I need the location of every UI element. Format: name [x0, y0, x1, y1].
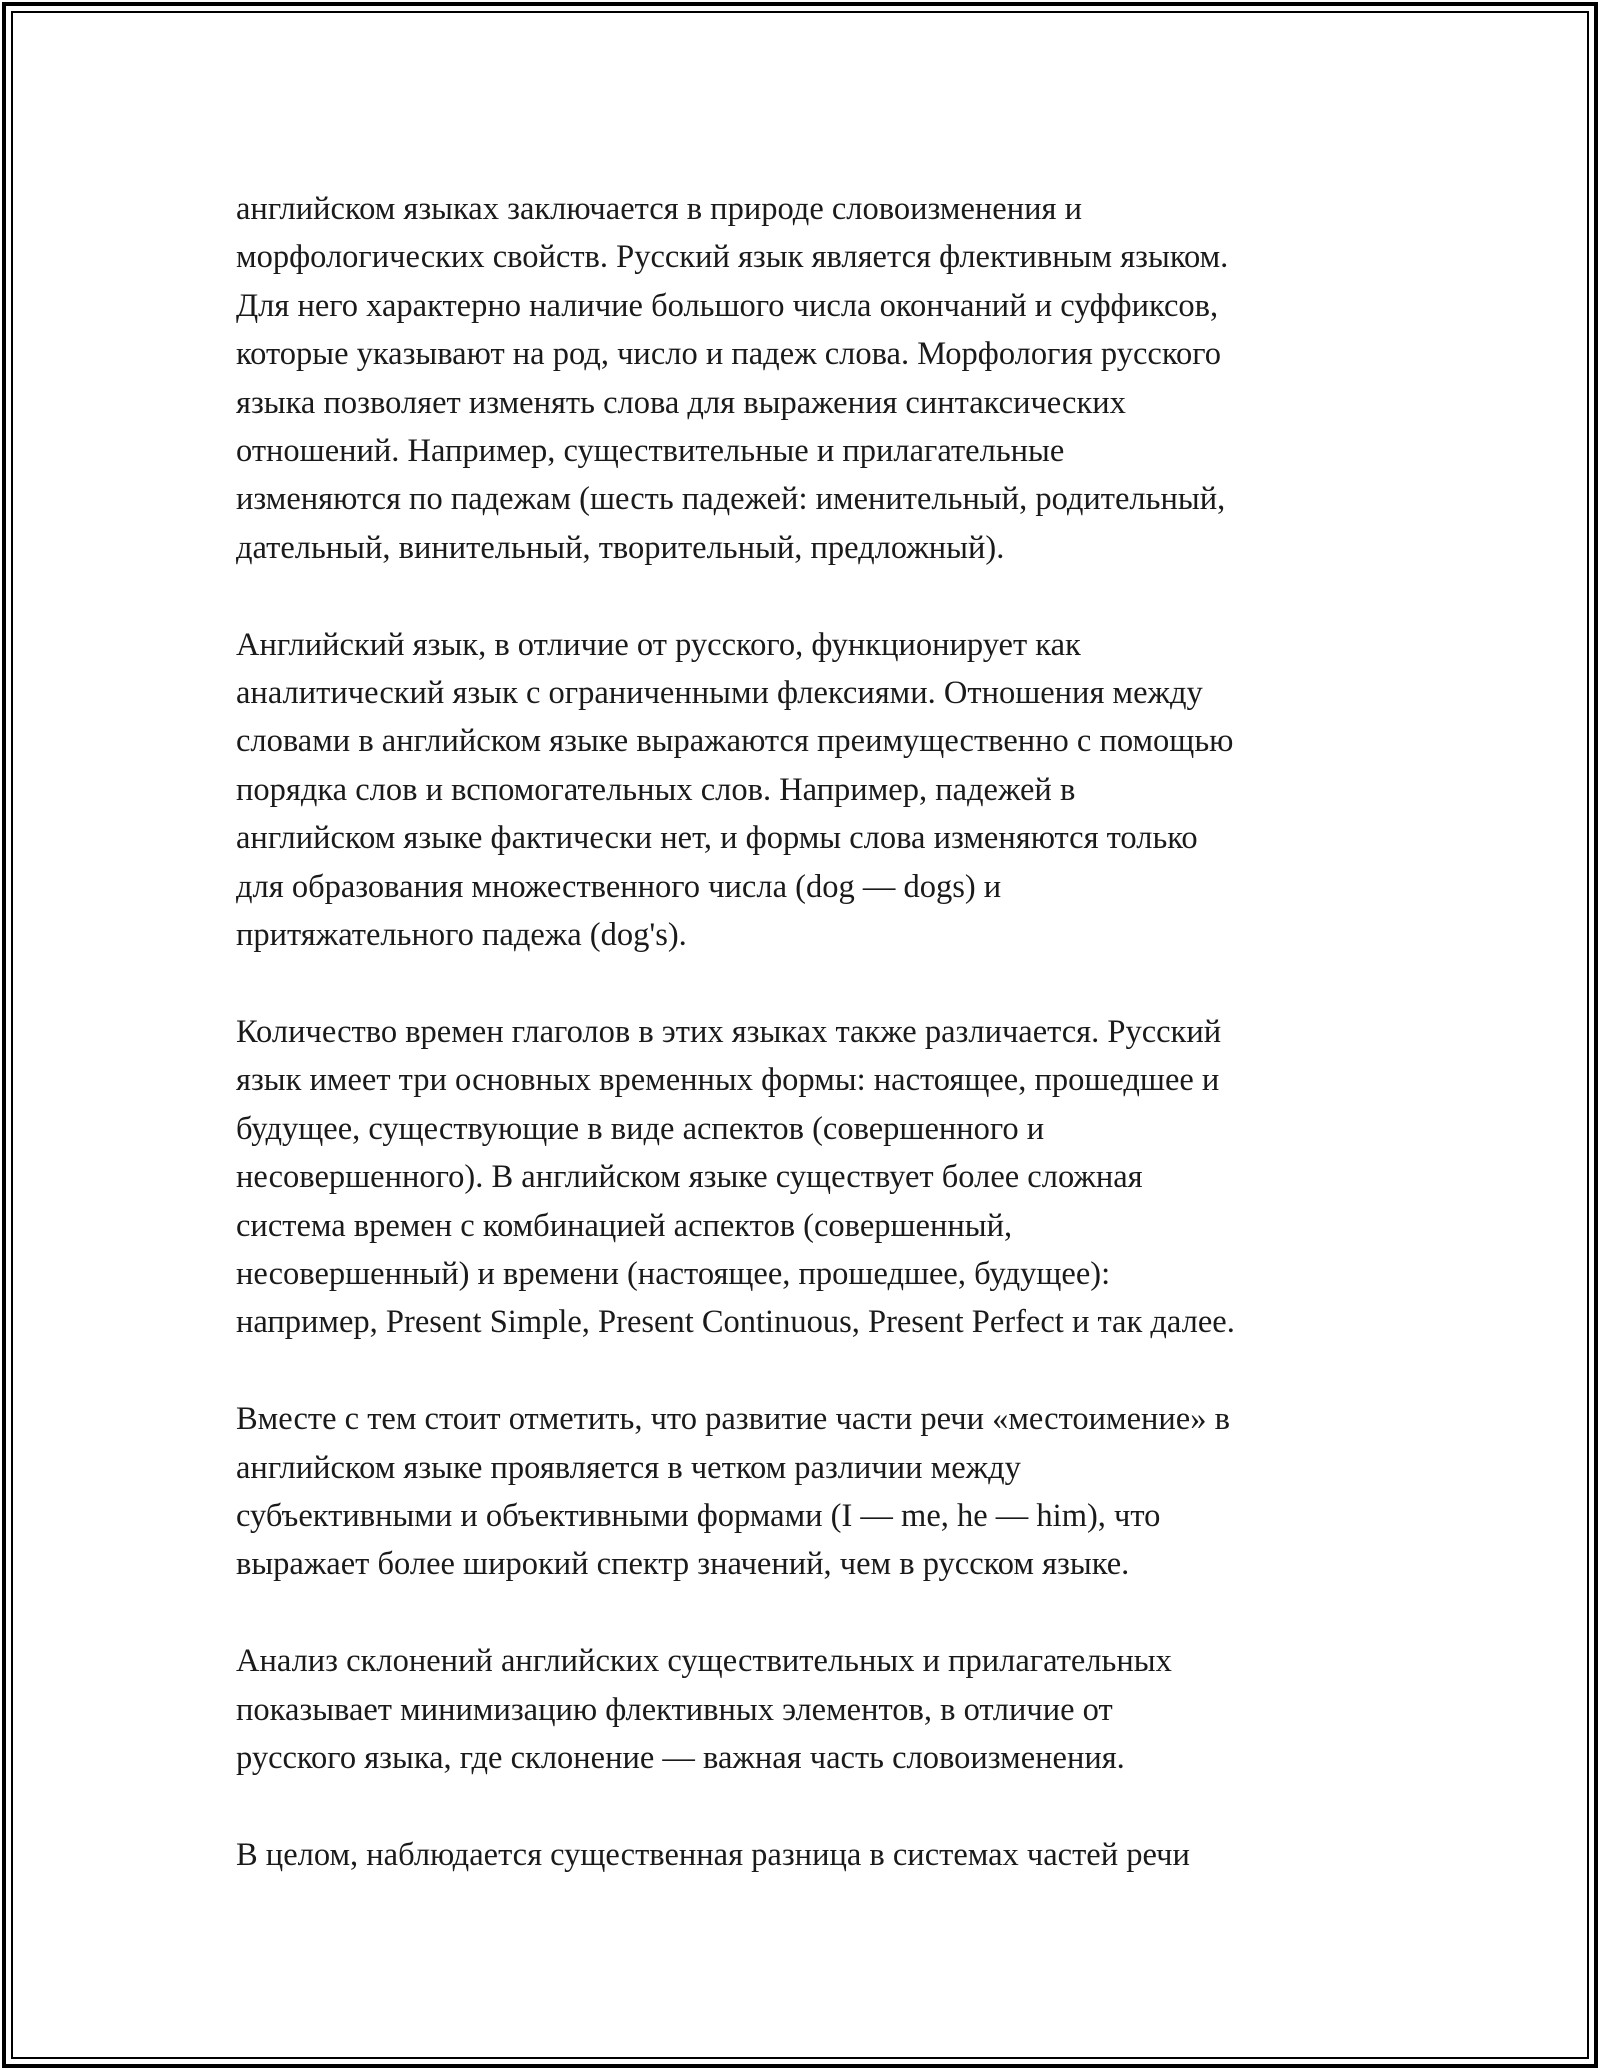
text-line: изменяются по падежам (шесть падежей: именительный, родительный,	[236, 481, 1226, 518]
paragraph-2	[236, 621, 1376, 960]
text-line: притяжательного падежа (dog's).	[236, 917, 687, 954]
text-line: аналитический язык с ограниченными флексиями. Отношения между	[236, 675, 1203, 712]
text-line: словами в английском языке выражаются преимущественно с помощью	[236, 723, 1234, 760]
paragraph-3	[236, 1008, 1376, 1347]
text-line: будущее, существующие в виде аспектов (совершенного и	[236, 1110, 1045, 1147]
text-line: несовершенного). В английском языке существует более сложная	[236, 1159, 1143, 1196]
text-line: порядка слов и вспомогательных слов. Например, падежей в	[236, 771, 1076, 808]
text-line: английском языках заключается в природе словоизменения и	[236, 191, 1082, 227]
text-line: английском языке проявляется в четком различии между	[236, 1449, 1021, 1486]
text-line: для образования множественного числа (dog — dogs) и	[236, 868, 1002, 905]
text-line: выражает более широкий спектр значений, чем в русском языке.	[236, 1546, 1130, 1583]
text-line: язык имеет три основных временных формы: настоящее, прошедшее и	[236, 1062, 1220, 1099]
text-line: субъективными и объективными формами (I — me, he — him), что	[236, 1497, 1161, 1534]
text-line: Вместе с тем стоит отметить, что развитие части речи «местоимение» в	[236, 1401, 1230, 1438]
text-line: дательный, винительный, творительный, предложный).	[236, 529, 1005, 566]
document-body	[236, 185, 1376, 1928]
text-line: В целом, наблюдается существенная разница в системах частей речи	[236, 1836, 1190, 1873]
text-line: языка позволяет изменять слова для выражения синтаксических	[236, 384, 1126, 421]
paragraph-6	[236, 1831, 1376, 1879]
text-line: отношений. Например, существительные и прилагательные	[236, 433, 1065, 470]
text-line: морфологических свойств. Русский язык является флективным языком.	[236, 239, 1229, 276]
paragraph-1	[236, 185, 1376, 572]
paragraph-5	[236, 1637, 1376, 1782]
text-line: Для него характерно наличие большого числа окончаний и суффиксов,	[236, 287, 1219, 324]
text-line: русского языка, где склонение — важная часть словоизменения.	[236, 1739, 1125, 1776]
text-line: английском языке фактически нет, и формы слова изменяются только	[236, 820, 1198, 857]
text-line: Английский язык, в отличие от русского, функционирует как	[236, 626, 1081, 663]
text-line: которые указывают на род, число и падеж слова. Морфология русского	[236, 336, 1222, 373]
text-line: например, Present Simple, Present Continuous, Present Perfect и так далее.	[236, 1304, 1235, 1341]
text-line: Анализ склонений английских существительных и прилагательных	[236, 1643, 1172, 1680]
text-line: показывает минимизацию флективных элементов, в отличие от	[236, 1691, 1113, 1728]
text-line: Количество времен глаголов в этих языках также различается. Русский	[236, 1013, 1222, 1050]
text-line: несовершенный) и времени (настоящее, прошедшее, будущее):	[236, 1255, 1111, 1292]
paragraph-4	[236, 1395, 1376, 1589]
text-line: система времен с комбинацией аспектов (совершенный,	[236, 1207, 1013, 1244]
